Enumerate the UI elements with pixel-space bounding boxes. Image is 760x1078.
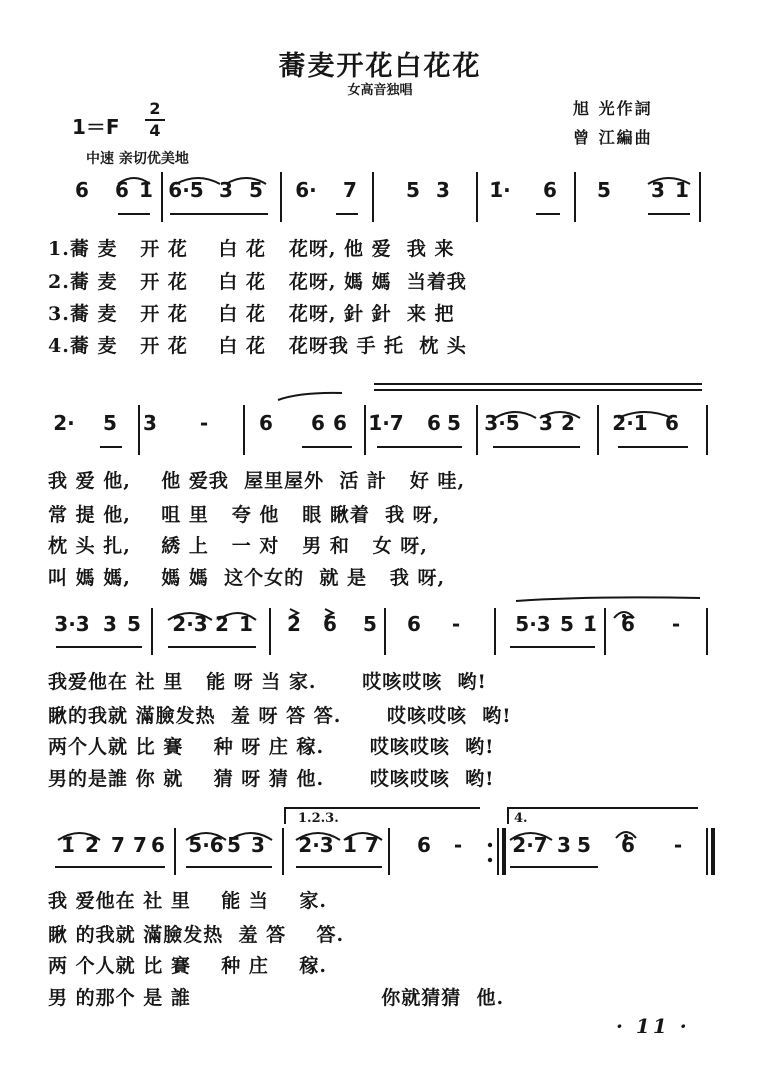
note: 1̇: [583, 612, 597, 636]
note: 6: [311, 411, 325, 435]
note: 6: [543, 178, 557, 202]
lyric-line: 两个人就 比 賽 种 呀 庄 稼. 哎咳哎咳 哟!: [48, 736, 495, 758]
lyric-line: 1.蕎 麦 开 花 白 花 花呀, 他 爱 我 来: [48, 238, 455, 260]
note: 5·6: [188, 833, 224, 857]
note: -: [451, 612, 461, 636]
note: 3: [143, 411, 157, 435]
note: 2·3: [298, 833, 334, 857]
note: -: [671, 612, 681, 636]
note: 7: [365, 833, 379, 857]
lyric-line: 我爱他在 社 里 能 呀 当 家. 哎咳哎咳 哟!: [48, 671, 487, 693]
note: 2·1: [612, 411, 648, 435]
lyric-line: 4.蕎 麦 开 花 白 花 花呀我 手 托 枕 头: [48, 335, 467, 357]
note: 1̇·7: [368, 411, 404, 435]
note: 2·7: [512, 833, 548, 857]
lyric-line: 男 的那个 是 誰 你就猜猜 他.: [48, 987, 505, 1009]
note: 1: [343, 833, 357, 857]
lyric-line: 两 个人就 比 賽 种 庄 稼.: [48, 955, 327, 977]
note: 6·5: [168, 178, 204, 202]
note: 3·3: [54, 612, 90, 636]
note: 3: [251, 833, 265, 857]
note: 5: [447, 411, 461, 435]
note: 3: [436, 178, 450, 202]
time-signature-top: 2: [149, 99, 161, 118]
lyric-line: 常 提 他, 咀 里 夸 他 眼 瞅着 我 呀,: [48, 504, 441, 526]
note: 5: [227, 833, 241, 857]
note: 7: [343, 178, 357, 202]
lyric-line: 2.蕎 麦 开 花 白 花 花呀, 媽 媽 当着我: [48, 271, 467, 293]
lyric-line: 枕 头 扎, 綉 上 一 对 男 和 女 呀,: [48, 535, 428, 557]
lyricist-credit: 旭 光作詞: [573, 99, 653, 118]
note: 7: [111, 833, 125, 857]
note: 6: [621, 612, 635, 636]
note: 6·: [295, 178, 317, 202]
note: 2·3: [172, 612, 208, 636]
note: 5: [597, 178, 611, 202]
note: 1̇: [61, 833, 75, 857]
note: 5: [406, 178, 420, 202]
key-signature: 1＝F: [72, 115, 120, 139]
lyric-line: 我 爱 他, 他 爱我 屋里屋外 活 計 好 哇,: [48, 470, 466, 492]
volta-2-label: 4.: [514, 811, 528, 826]
note: 5: [560, 612, 574, 636]
note: -: [453, 833, 463, 857]
note: 6: [621, 833, 635, 857]
lyric-line: 男的是誰 你 就 猜 呀 猜 他. 哎咳哎咳 哟!: [48, 768, 495, 790]
page-number: · 11 ·: [616, 1014, 690, 1038]
note: 6: [333, 411, 347, 435]
note: 7: [133, 833, 147, 857]
note: 3·5: [484, 411, 520, 435]
note: 5: [363, 612, 377, 636]
note: 5: [103, 411, 117, 435]
note: 6: [417, 833, 431, 857]
note: 2̇: [85, 833, 99, 857]
note: 6: [259, 411, 273, 435]
tempo-marking: 中速 亲切优美地: [86, 151, 189, 167]
note: 6: [115, 178, 129, 202]
note: 2·: [53, 411, 75, 435]
performance-note: 女高音独唱: [347, 83, 413, 98]
note: 5·3: [515, 612, 551, 636]
note: 2: [215, 612, 229, 636]
note: 5: [577, 833, 591, 857]
note: 2: [561, 411, 575, 435]
note: 3: [539, 411, 553, 435]
time-signature-bottom: 4: [149, 121, 161, 140]
lyric-line: 瞅的我就 滿臉发热 羞 呀 答 答. 哎咳哎咳 哟!: [48, 705, 512, 727]
note: 6: [323, 612, 337, 636]
note: 5: [249, 178, 263, 202]
lyric-line: 叫 媽 媽, 媽 媽 这个女的 就 是 我 呀,: [48, 567, 446, 589]
note: 6: [75, 178, 89, 202]
note: 3: [557, 833, 571, 857]
volta-1-label: 1.2.3.: [298, 811, 339, 826]
note: 6: [407, 612, 421, 636]
note: 3: [219, 178, 233, 202]
note: 1: [675, 178, 689, 202]
note: 5: [127, 612, 141, 636]
note: -: [673, 833, 683, 857]
note: 1̇·: [489, 178, 511, 202]
song-title: 蕎麦开花白花花: [278, 51, 482, 82]
note: 6: [427, 411, 441, 435]
lyric-line: 瞅 的我就 滿臉发热 羞 答 答.: [48, 924, 345, 946]
note: 1: [239, 612, 253, 636]
note: 2: [287, 612, 301, 636]
note: 6: [665, 411, 679, 435]
note: 1̇: [139, 178, 153, 202]
lyric-line: 我 爱他在 社 里 能 当 家.: [48, 890, 327, 912]
note: 6: [151, 833, 165, 857]
composer-credit: 曾 江編曲: [573, 128, 653, 147]
note: -: [199, 411, 209, 435]
note: 3: [103, 612, 117, 636]
lyric-line: 3.蕎 麦 开 花 白 花 花呀, 針 針 来 把: [48, 303, 455, 325]
note: 3: [651, 178, 665, 202]
